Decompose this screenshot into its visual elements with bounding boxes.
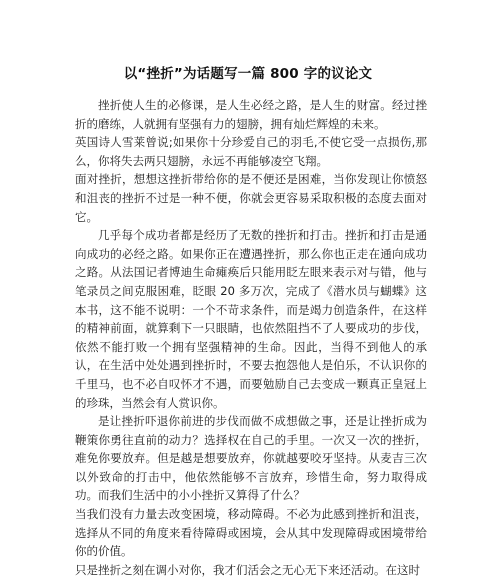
essay-body (75, 96, 427, 579)
paragraph: 是让挫折吓退你前进的步伐而做不成想做之事，还是让挫折成为鞭策你勇往直前的动力？选择权在自己的手里。一次又一次的挫折，难免你要放弃。但是越是想要放弃，你就越要咬牙坚持。从麦吉三次以外致命的打击中，他依然能够不言放弃，珍惜生命，努力取得成功。而我们生活中的小小挫折又算得了什么？ (75, 414, 427, 503)
paragraph: 面对挫折，想想这挫折带给你的是不便还是困难，当你发现让你愤怒和沮丧的挫折不过是一种不便，你就会更容易采取积极的态度去面对它。 (75, 172, 427, 224)
paragraph: 当我们没有力量去改变困境，移动障碍。不必为此感到挫折和沮丧，选择从不同的角度来看待障碍或困境，会从其中发现障碍或困境带给你的价值。 (75, 507, 427, 559)
essay-title: 以“挫折”为话题写一篇 800 字的议论文 (123, 66, 373, 82)
paragraph: 只是挫折之刻在调小对你，我才们活会之无心无下来还活动。在这时 (75, 562, 420, 577)
paragraph: 英国诗人雪莱曾说;如果你十分珍爱自己的羽毛,不使它受一点损伤,那么，你将失去两只翅膀，永远不再能够凌空飞翔。 (75, 135, 427, 168)
paragraph: 几乎每个成功者都是经历了无数的挫折和打击。挫折和打击是通向成功的必经之路。如果你正在遭遇挫折，那么你也正走在通向成功之路。从法国记者博迪生命瘫痪后只能用眨左眼来表示对与错，他与笔录员之间克服困难，眨眼 20 多万次，完成了《潜水员与蝴蝶》这本书，这不能不说明：一个不苛求条件，而是竭力创造条件，在这样的精神前面，就算剩下一只眼睛，也依然阻挡不了人要成功的步伐，依然不能打败一个拥有坚强精神的生命。因此，当得不到他人的承认，在生活中处处遇到挫折时，不要去抱怨他人是伯乐，不认识你的千里马，也不必自叹怀才不遇，而要勉励自己去变成一颗真正皇冠上的珍珠，当然会有人赏识你。 (75, 228, 427, 410)
paragraph: 挫折使人生的必修课，是人生必经之路，是人生的财富。经过挫折的磨练，人就拥有坚强有力的翅膀，拥有灿烂辉煌的未来。 (75, 98, 427, 131)
